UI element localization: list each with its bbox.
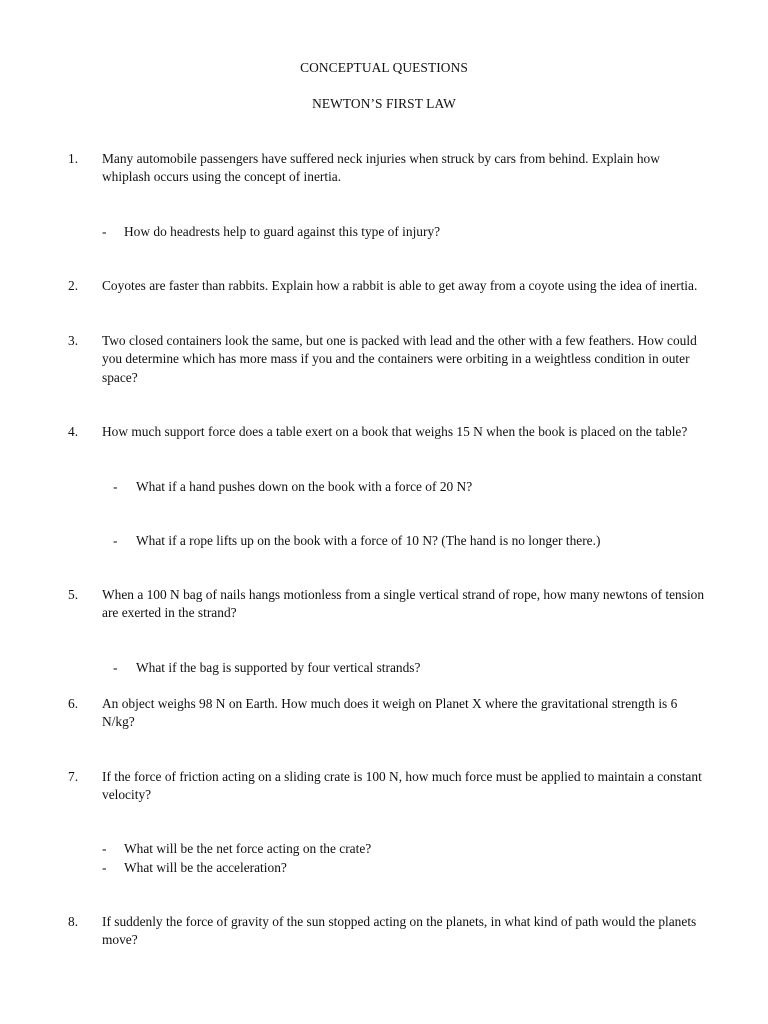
bullet-dash: -: [113, 533, 118, 548]
question-number: 2.: [68, 278, 79, 293]
bullet-dash: -: [113, 479, 118, 494]
sub-question-text: What will be the acceleration?: [124, 860, 287, 875]
sub-question-text: What will be the net force acting on the crate?: [124, 841, 372, 856]
question-text: If the force of friction acting on a sliding crate is 100 N, how much force must be applied to maintain a constant velocity?: [102, 769, 702, 803]
bullet-dash: -: [102, 841, 107, 856]
question-text: Many automobile passengers have suffered neck injuries when struck by cars from behind. Explain how whiplash occurs using the concept of inertia.: [102, 151, 660, 185]
sub-question-text: What if a rope lifts up on the book with a force of 10 N? (The hand is no longer there.): [136, 533, 601, 548]
bullet-dash: -: [102, 224, 107, 239]
question-number: 7.: [68, 769, 79, 784]
question-text: Two closed containers look the same, but one is packed with lead and the other with a few feathers. How could you determine which has more mass if you and the containers were orbiting in a weightless condition in outer space?: [102, 333, 697, 385]
question-text: An object weighs 98 N on Earth. How much does it weigh on Planet X where the gravitational strength is 6 N/kg?: [102, 696, 678, 730]
bullet-dash: -: [113, 660, 118, 675]
question-number: 1.: [68, 151, 79, 166]
question-number: 8.: [68, 914, 79, 929]
question-number: 5.: [68, 587, 79, 602]
sub-question-text: How do headrests help to guard against this type of injury?: [124, 224, 441, 239]
question-text: If suddenly the force of gravity of the sun stopped acting on the planets, in what kind of path would the planets move?: [102, 914, 697, 948]
sub-question-text: What if a hand pushes down on the book with a force of 20 N?: [136, 479, 473, 494]
question-text: How much support force does a table exert on a book that weighs 15 N when the book is placed on the table?: [102, 424, 688, 439]
question-text: When a 100 N bag of nails hangs motionless from a single vertical strand of rope, how many newtons of tension are exerted in the strand?: [102, 587, 705, 621]
question-text: Coyotes are faster than rabbits. Explain how a rabbit is able to get away from a coyote using the idea of inertia.: [102, 278, 698, 293]
page-title: CONCEPTUAL QUESTIONS: [300, 60, 468, 75]
page-subtitle: NEWTON’S FIRST LAW: [312, 96, 456, 111]
question-number: 4.: [68, 424, 79, 439]
sub-question-text: What if the bag is supported by four vertical strands?: [136, 660, 421, 675]
bullet-dash: -: [102, 860, 107, 875]
question-number: 3.: [68, 333, 79, 348]
question-number: 6.: [68, 696, 79, 711]
